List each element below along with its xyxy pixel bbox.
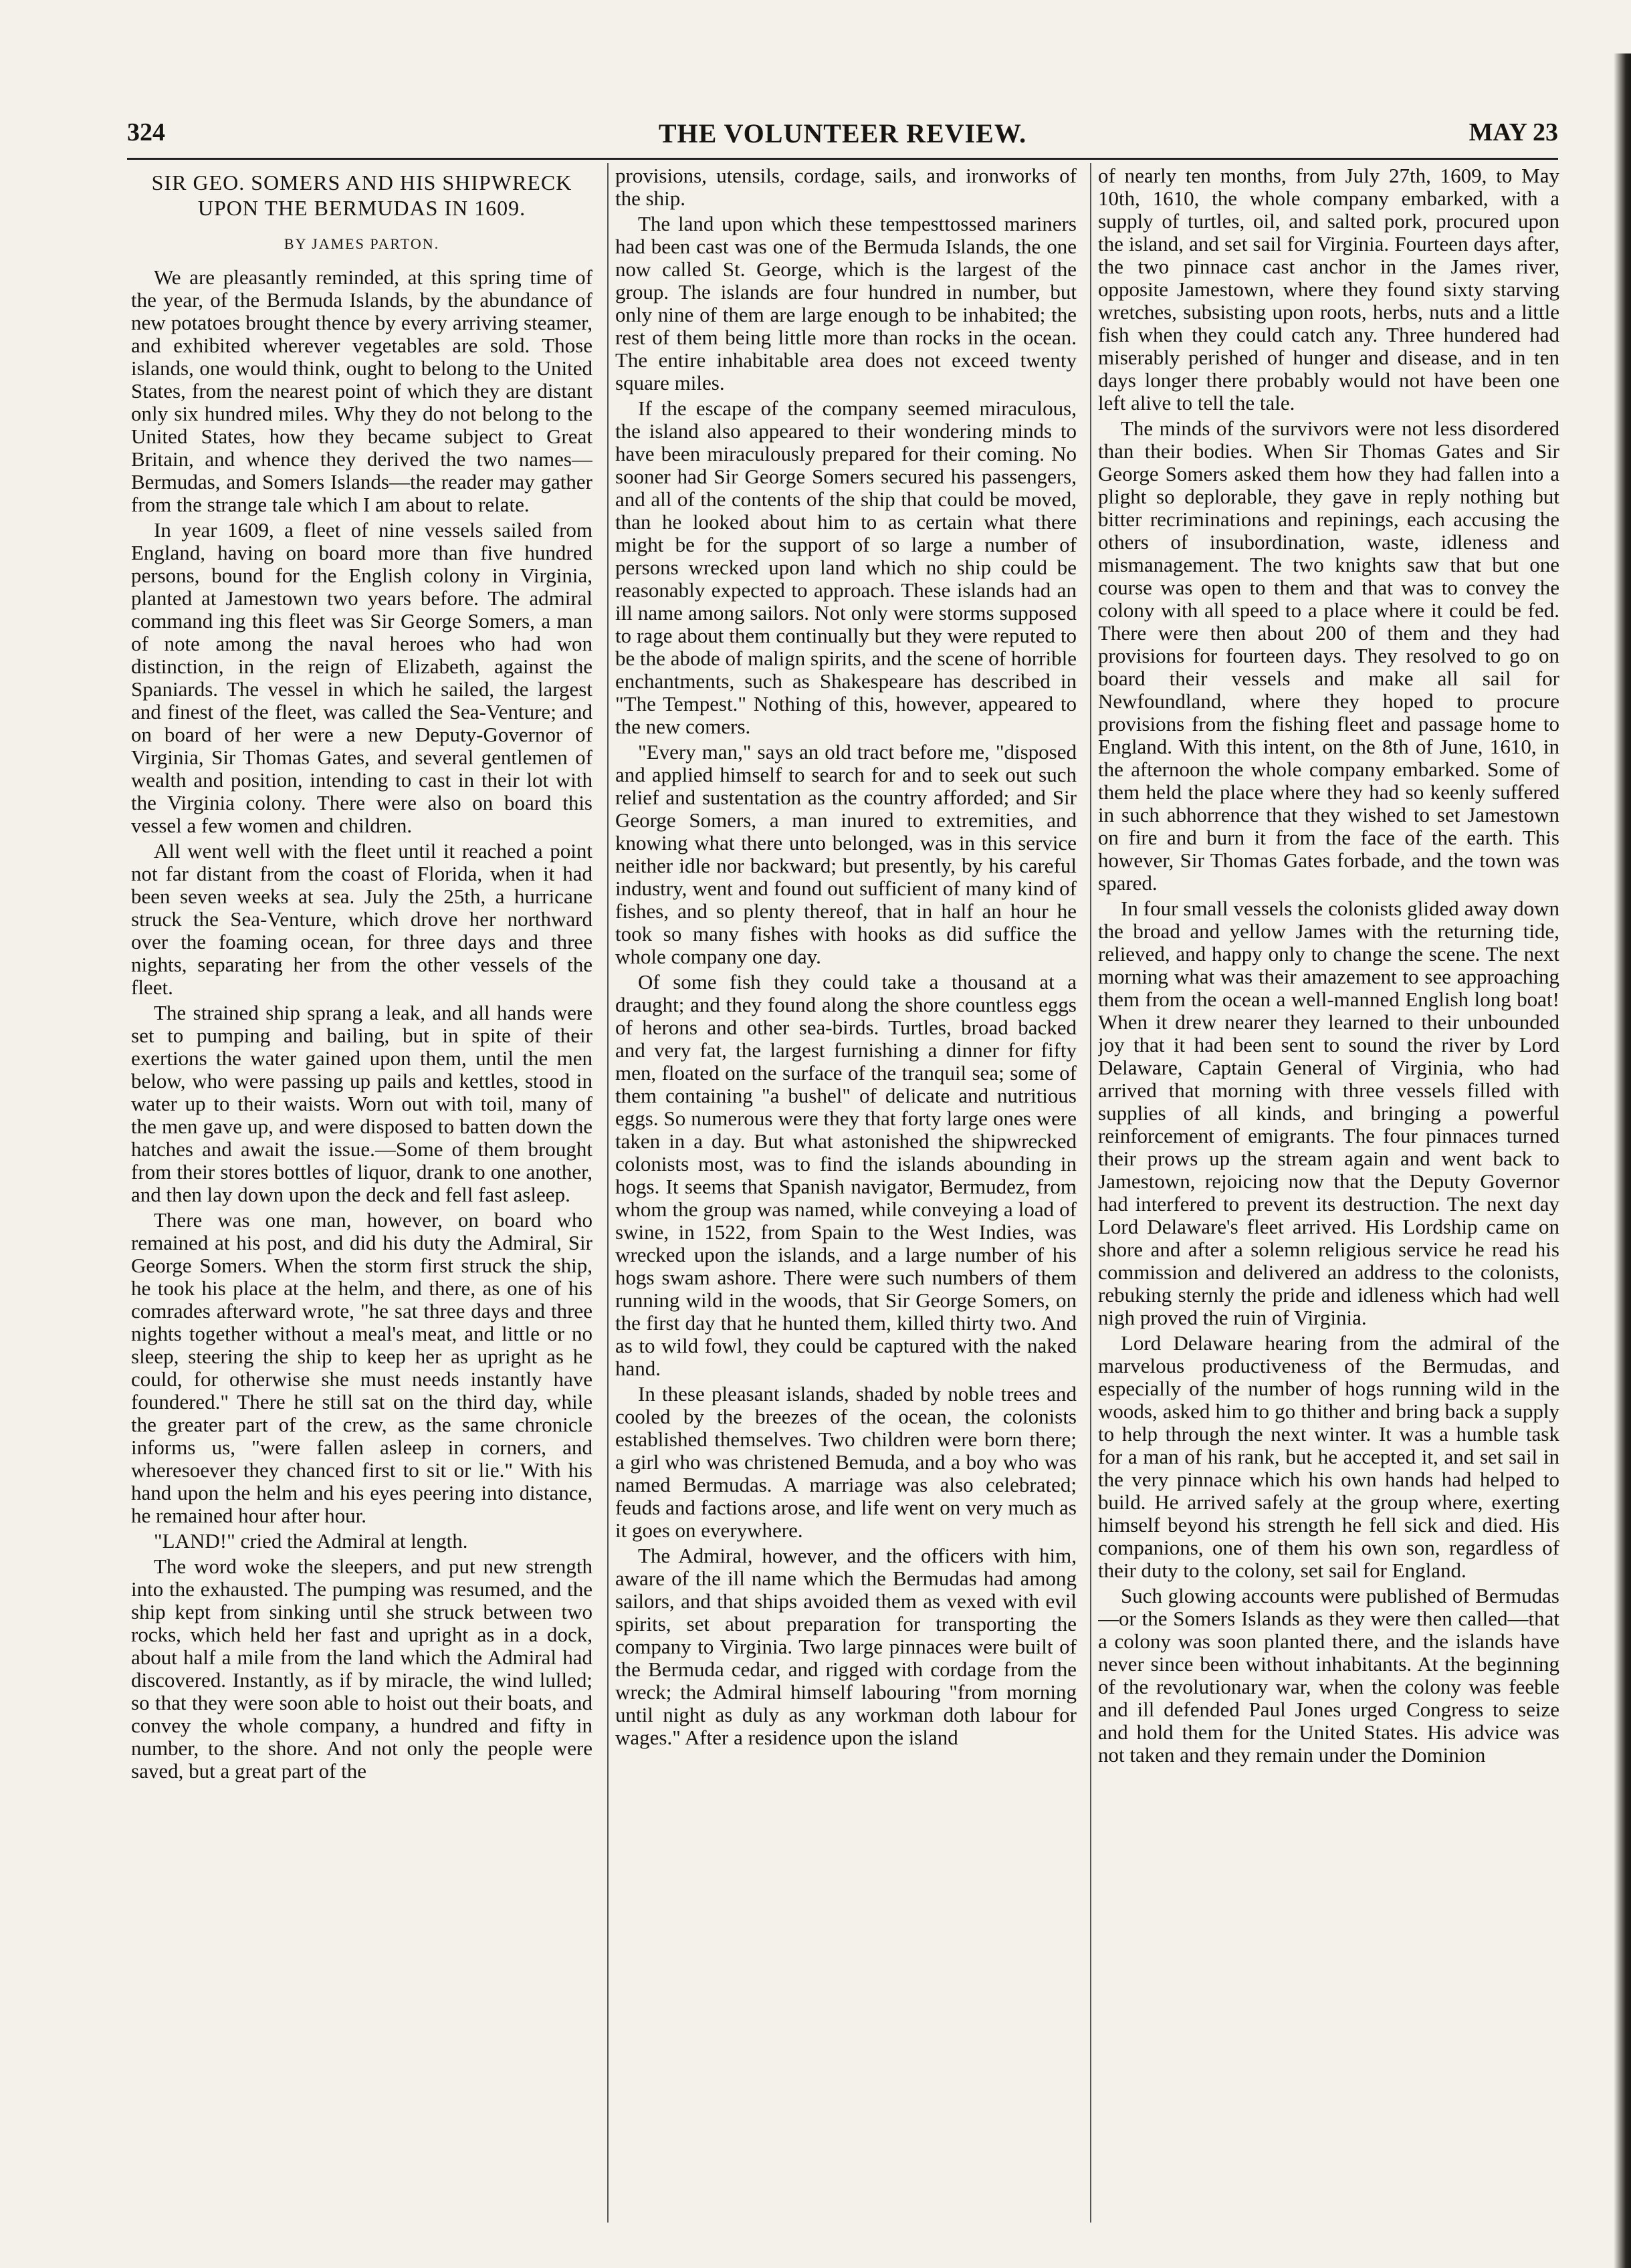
paragraph: The strained ship sprang a leak, and all hands were set to pumping and bailing, but in spite of their exertions the water gained upon them, until the men below, who were passing up pails and kettles, stood in water up to their waists. Worn out with toil, many of the men gave up, and were disposed to batten down the hatches and await the issue.—Some of them brought from their stores bottles of liquor, drank to one another, and then lay down upon the deck and fell fast asleep. (131, 1001, 592, 1206)
publication-title: THE VOLUNTEER REVIEW. (658, 118, 1027, 148)
issue-date: MAY 23 (1469, 118, 1558, 146)
page-number: 324 (127, 118, 165, 146)
column-2 (615, 164, 1077, 2217)
paragraph: All went well with the fleet until it reached a point not far distant from the coast of Florida, when it had been seven weeks at sea. July the 25th, a hurricane struck the Sea-Venture, which drove her northward over the foaming ocean, for three days and three nights, separating her from the other vessels of the fleet. (131, 839, 592, 999)
column-divider (607, 163, 609, 2223)
paragraph: The word woke the sleepers, and put new strength into the exhausted. The pumping was resumed, and the ship kept from sinking until she struck between two rocks, which held her fast and upright as in a dock, about half a mile from the land which the Admiral had discovered. Instantly, as if by miracle, the wind lulled; so that they were soon able to hoist out their boats, and convey the whole company, a hundred and fifty in number, to the shore. And not only the people were saved, but a great part of the (131, 1555, 592, 1783)
paragraph: In these pleasant islands, shaded by noble trees and cooled by the breezes of the ocean, the colonists established themselves. Two children were born there; a girl who was christened Bemuda, and a boy who was named Bermudas. A marriage was also celebrated; feuds and factions arose, and life went on very much as it goes on everywhere. (615, 1382, 1077, 1542)
paragraph: The land upon which these tempesttossed mariners had been cast was one of the Bermuda Islands, the one now called St. George, which is the largest of the group. The islands are four hundred in number, but only nine of them are large enough to be inhabited; the rest of them being little more than rocks in the ocean. The entire inhabitable area does not exceed twenty square miles. (615, 212, 1077, 394)
paragraph: In four small vessels the colonists glided away down the broad and yellow James with the returning tide, relieved, and happy only to change the scene. The next morning what was their amazement to see approaching them from the ocean a well-manned English long boat! When it drew nearer they learned to their unbounded joy that it had been sent to sound the river by Lord Delaware, Captain General of Virginia, who had arrived that morning with three vessels filled with supplies of all kinds, and bringing a powerful reinforcement of emigrants. The four pinnaces turned their prows up the stream again and went back to Jamestown, rejoicing now that the Deputy Governor had interfered to prevent its destruction. The next day Lord Delaware's fleet arrived. His Lordship came on shore and after a solemn religious service he read his commission and delivered an address to the colonists, rebuking sternly the pride and idleness which had well nigh proved the ruin of Virginia. (1098, 897, 1559, 1329)
paragraph: We are pleasantly reminded, at this spring time of the year, of the Bermuda Islands, by the abundance of new potatoes brought thence by every arriving steamer, and exhibited wherever vegetables are sold. Those islands, one would think, ought to belong to the United States, from the nearest point of which they are distant only six hundred miles. Why they do not belong to the United States, how they became subject to Great Britain, and whence they derived the two names—Bermudas, and Somers Islands—the reader may gather from the strange tale which I am about to relate. (131, 265, 592, 516)
page-edge-shadow (1614, 53, 1631, 2268)
paragraph: "LAND!" cried the Admiral at length. (154, 1529, 468, 1553)
page-header (127, 118, 1558, 158)
column-1 (131, 164, 592, 2217)
article-byline: BY JAMES PARTON. (284, 235, 440, 252)
header-rule (127, 158, 1558, 160)
article-title: SIR GEO. SOMERS AND HIS SHIPWRECK UPON THE BERMUDAS IN 1609. (151, 171, 572, 220)
paragraph: Such glowing accounts were published of Bermudas—or the Somers Islands as they were then called—that a colony was soon planted there, and the islands have never since been without inhabitants. At the beginning of the revolutionary war, when the colony was feeble and ill defended Paul Jones urged Congress to seize and hold them for the United States. His advice was not taken and they remain under the Dominion (1098, 1584, 1559, 1767)
paragraph: "Every man," says an old tract before me, "disposed and applied himself to search for and to seek out such relief and sustentation as the country afforded; and Sir George Somers, a man inured to extremities, and knowing what there unto belonged, was in this service neither idle nor backward; but presently, by his careful industry, went and found out sufficient of many kind of fishes, and so plenty thereof, that in half an hour he took so many fishes with hooks as did suffice the whole company one day. (615, 740, 1077, 968)
paragraph: There was one man, however, on board who remained at his post, and did his duty the Admiral, Sir George Somers. When the storm first struck the ship, he took his place at the helm, and there, as one of his comrades afterward wrote, "he sat three days and three nights together without a meal's meat, and little or no sleep, steering the ship to keep her as upright as he could, for otherwise she must needs instantly have foundered." There he still sat on the third day, while the greater part of the crew, as the same chronicle informs us, "were fallen asleep in corners, and wheresoever they chanced first to sit or lie." With his hand upon the helm and his eyes peering into distance, he remained hour after hour. (131, 1208, 592, 1527)
paragraph: Of some fish they could take a thousand at a draught; and they found along the shore countless eggs of herons and other sea-birds. Turtles, broad backed and very fat, the largest furnishing a dinner for fifty men, floated on the surface of the tranquil sea; some of them containing "a bushel" of delicate and nutritious eggs. So numerous were they that forty large ones were taken in a day. But what astonished the shipwrecked colonists most, was to find the islands abounding in hogs. It seems that Spanish navigator, Bermudez, from whom the group was named, while conveying a load of swine, in 1522, from Spain to the West Indies, was wrecked upon the islands, and a large number of his hogs swam ashore. There were such numbers of them running wild in the woods, that Sir George Somers, on the first day that he hunted them, killed thirty two. And as to wild fowl, they could be captured with the naked hand. (615, 970, 1077, 1380)
column-3 (1098, 164, 1559, 2217)
paragraph: of nearly ten months, from July 27th, 1609, to May 10th, 1610, the whole company embarked, with a supply of turtles, oil, and salted pork, procured upon the island, and set sail for Virginia. Fourteen days after, the two pinnace cast anchor in the James river, opposite Jamestown, where they found sixty starving wretches, subsisting upon roots, herbs, nuts and a little fish when they could catch any. Three hundered had miserably perished of hunger and disease, and in ten days longer there probably would not have been one left alive to tell the tale. (1098, 164, 1559, 415)
paragraph: In year 1609, a fleet of nine vessels sailed from England, having on board more than five hundred persons, bound for the English colony in Virginia, planted at Jamestown two years before. The admiral command ing this fleet was Sir George Somers, a man of note among the naval heroes who had won distinction, in the reign of Elizabeth, against the Spaniards. The vessel in which he sailed, the largest and finest of the fleet, was called the Sea-Venture; and on board of her were a new Deputy-Governor of Virginia, Sir Thomas Gates, and several gentlemen of wealth and position, intending to cast in their lot with the Virginia colony. There were also on board this vessel a few women and children. (131, 518, 592, 837)
paragraph: If the escape of the company seemed miraculous, the island also appeared to their wondering minds to have been miraculously prepared for their coming. No sooner had Sir George Somers secured his passengers, and all of the contents of the ship that could be moved, than he looked about him to as certain what there might be for the support of so large a number of persons wrecked upon land which no ship could be reasonably expected to approach. These islands had an ill name among sailors. Not only were storms supposed to rage about them continually but they were reputed to be the abode of malign spirits, and the scene of horrible enchantments, such as Shakespeare has described in "The Tempest." Nothing of this, however, appeared to the new comers. (615, 396, 1077, 738)
paragraph: The minds of the survivors were not less disordered than their bodies. When Sir Thomas Gates and Sir George Somers asked them how they had fallen into a plight so deplorable, they gave in reply nothing but bitter recriminations and repinings, each accusing the others of insubordination, waste, idleness and mismanagement. The two knights saw that but one course was open to them and that was to convey the colony with all speed to a place where it could be fed. There were then about 200 of them and they had provisions for fourteen days. They resolved to go on board their vessels and make all sail for Newfoundland, where they hoped to procure provisions from the fishing fleet and passage home to England. With this intent, on the 8th of June, 1610, in the afternoon the whole company embarked. Some of them held the place where they had so keenly suffered in such abhorrence that they wished to set Jamestown on fire and burn it from the face of the earth. This however, Sir Thomas Gates forbade, and the town was spared. (1098, 417, 1559, 895)
column-divider (1090, 163, 1091, 2223)
paragraph: The Admiral, however, and the officers with him, aware of the ill name which the Bermudas had among sailors, and that ships avoided them as vexed with evil spirits, set about preparation for transporting the company to Virginia. Two large pinnaces were built of the Bermuda cedar, and rigged with cordage from the wreck; the Admiral himself labouring "from morning until night as duly as any workman doth labour for wages." After a residence upon the island (615, 1544, 1077, 1749)
paragraph: provisions, utensils, cordage, sails, and ironworks of the ship. (615, 164, 1077, 210)
paragraph: Lord Delaware hearing from the admiral of the marvelous productiveness of the Bermudas, and especially of the number of hogs running wild in the woods, asked him to go thither and bring back a supply to help through the next winter. It was a humble task for a man of his rank, but he accepted it, and set sail in the very pinnace which his own hands had helped to build. He arrived safely at the group where, exerting himself beyond his strength he fell sick and died. His companions, one of them his own son, regardless of their duty to the colony, set sail for England. (1098, 1331, 1559, 1582)
